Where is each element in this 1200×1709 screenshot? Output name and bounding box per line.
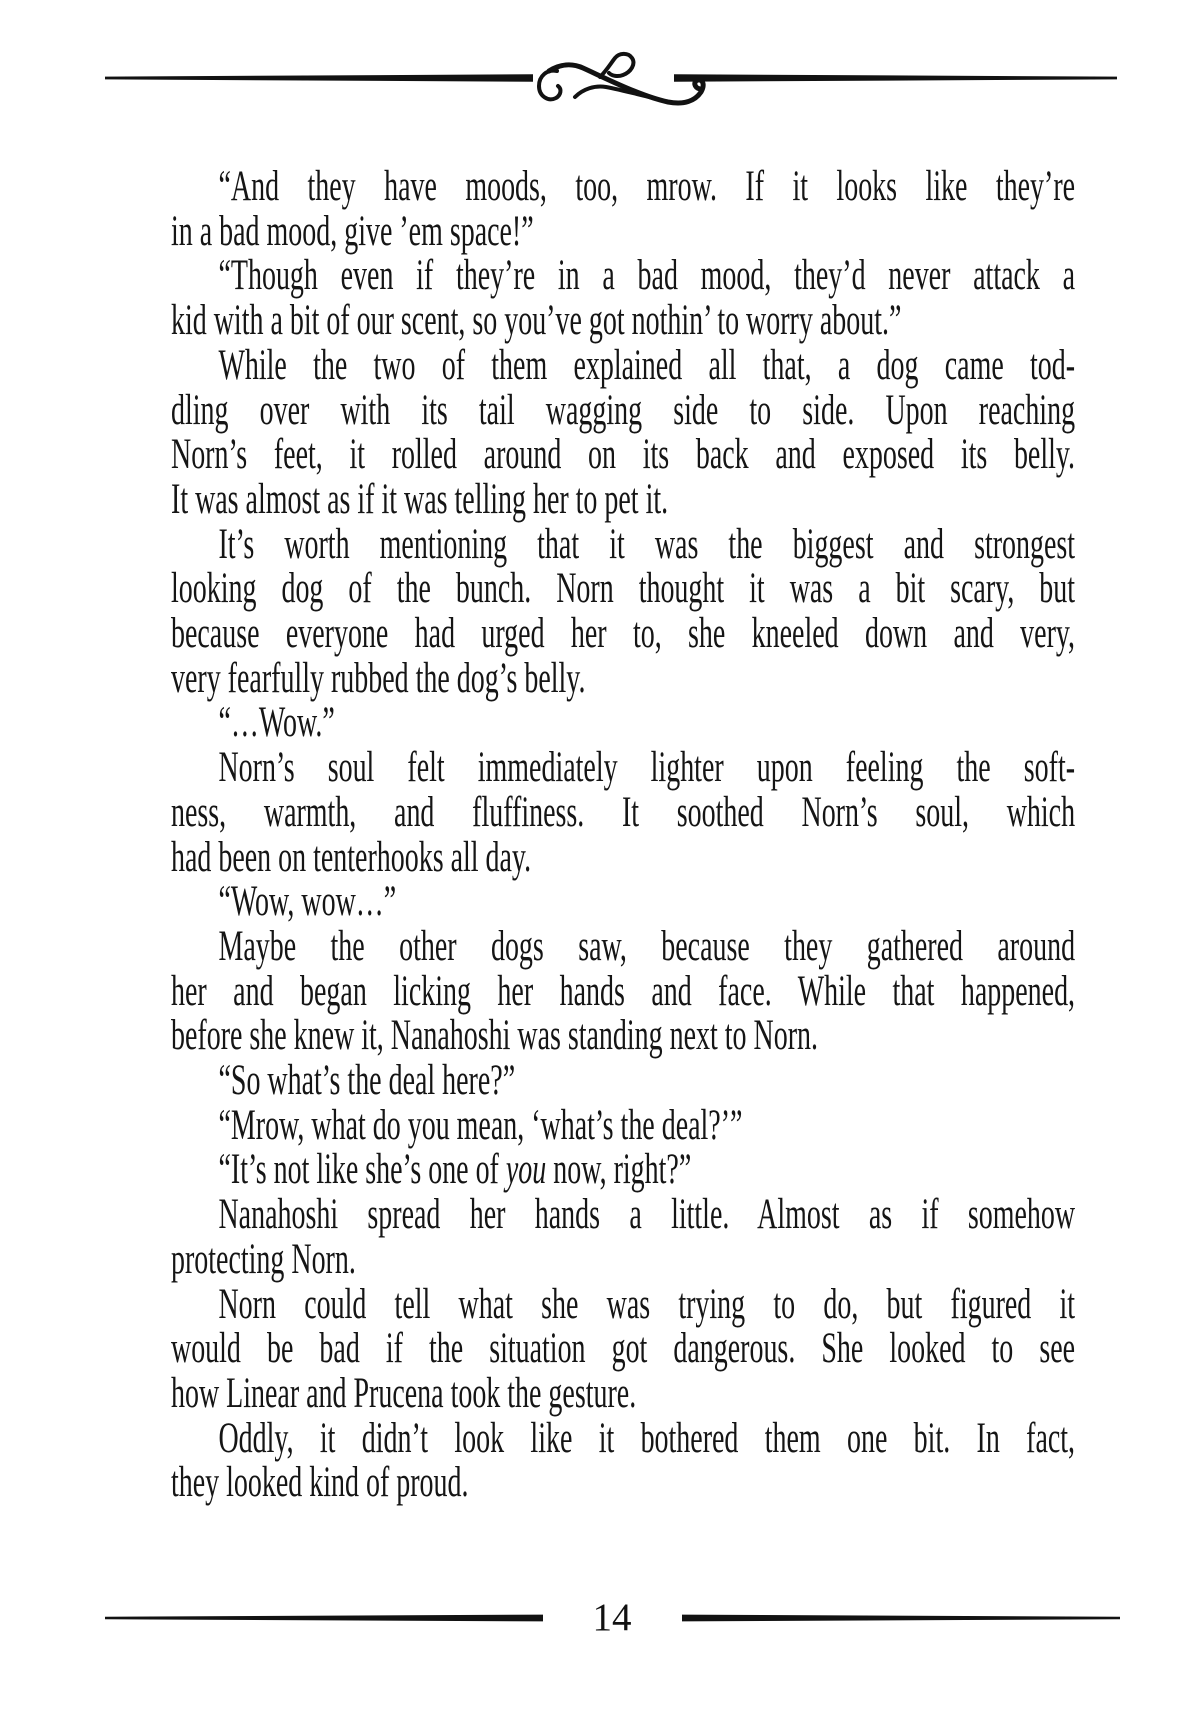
text-line: protecting Norn. xyxy=(171,1235,356,1283)
text-line: ness, warmth, and fluffiness. It soothed Norn’s soul, which xyxy=(171,788,1076,836)
text-line: It’s worth mentioning that it was the biggest and strongest xyxy=(218,520,1076,568)
text-block xyxy=(171,165,1075,1506)
divider-line-right xyxy=(674,74,1117,81)
page-number: 14 xyxy=(592,1596,632,1639)
text-line: It was almost as if it was telling her to pet it. xyxy=(171,475,669,523)
text-line: had been on tenterhooks all day. xyxy=(171,833,532,881)
text-line: would be bad if the situation got dangerous. She looked to see xyxy=(171,1325,1076,1373)
header-divider xyxy=(90,38,1130,130)
text-line: kid with a bit of our scent, so you’ve got nothin’ to worry about.” xyxy=(171,297,902,345)
divider-line-left xyxy=(105,74,533,81)
text-segment-italic: you xyxy=(505,1146,547,1194)
text-line xyxy=(171,1148,1075,1193)
text-line: “Mrow, what do you mean, ‘what’s the deal?’” xyxy=(218,1101,743,1149)
text-line: before she knew it, Nanahoshi was standing next to Norn. xyxy=(171,1012,818,1060)
text-line: how Linear and Prucena took the gesture. xyxy=(171,1369,637,1417)
text-segment: now, right?” xyxy=(546,1146,692,1194)
text-line: “Wow, wow…” xyxy=(218,878,397,926)
text-line: her and began licking her hands and face. While that happened, xyxy=(171,967,1076,1015)
text-line: because everyone had urged her to, she kneeled down and very, xyxy=(171,610,1076,658)
text-line: Maybe the other dogs saw, because they gathered around xyxy=(218,922,1076,970)
footer-line-left xyxy=(105,1615,543,1622)
footer-line-right xyxy=(682,1615,1120,1622)
text-line: in a bad mood, give ’em space!” xyxy=(171,207,534,255)
text-line: Norn could tell what she was trying to do, but figured it xyxy=(218,1280,1076,1328)
text-line: Nanahoshi spread her hands a little. Almost as if somehow xyxy=(218,1191,1076,1239)
text-line: Oddly, it didn’t look like it bothered them one bit. In fact, xyxy=(218,1414,1076,1462)
text-line: “So what’s the deal here?” xyxy=(218,1057,516,1105)
text-line: Norn’s feet, it rolled around on its back and exposed its belly. xyxy=(171,431,1076,479)
text-line: While the two of them explained all that, a dog came tod- xyxy=(218,341,1076,389)
text-line: “And they have moods, too, mrow. If it looks like they’re xyxy=(218,163,1076,210)
text-line: “…Wow.” xyxy=(218,699,335,747)
text-segment: “It’s not like she’s one of xyxy=(218,1146,506,1194)
text-line: Norn’s soul felt immediately lighter upon feeling the soft- xyxy=(218,744,1076,792)
text-line: dling over with its tail wagging side to side. Upon reaching xyxy=(171,386,1076,434)
text-line: “Though even if they’re in a bad mood, they’d never attack a xyxy=(218,252,1076,300)
text-line: they looked kind of proud. xyxy=(171,1459,469,1507)
text-line: looking dog of the bunch. Norn thought it was a bit scary, but xyxy=(171,565,1076,613)
text-line: very fearfully rubbed the dog’s belly. xyxy=(171,654,586,702)
